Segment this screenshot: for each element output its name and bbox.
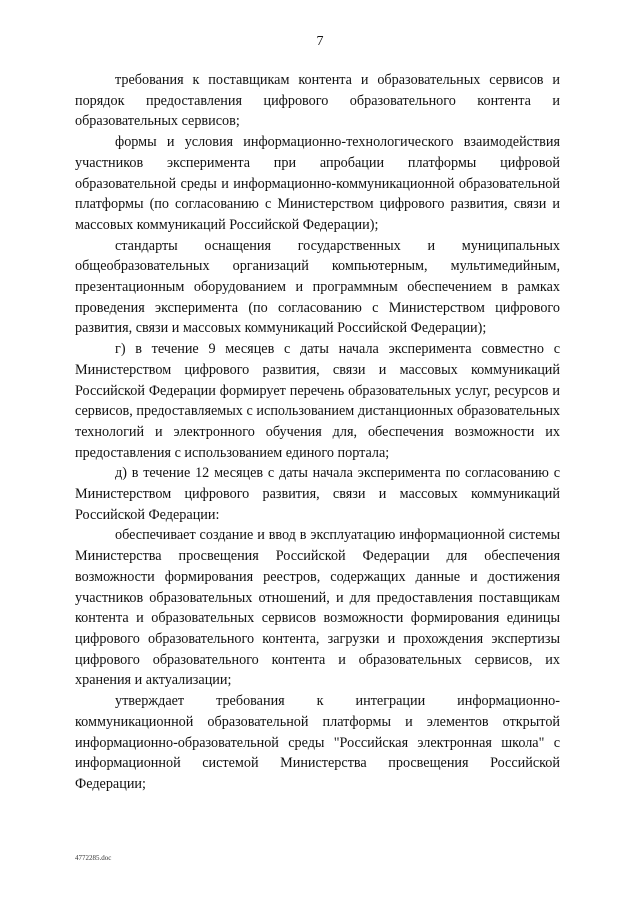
paragraph-item-g: г) в течение 9 месяцев с даты начала эксперимента совместно с Министерством цифрового развития, связи и массовых коммуникаций Российской Федерации формирует перечень образовательных услуг, ресурсов и сервисов, предоставляемых с использованием дистанционных образовательных технологий и электронного обучения для, обеспечения возможности их предоставления с использованием единого портала; (75, 341, 560, 461)
paragraph-item-d: д) в течение 12 месяцев с даты начала эксперимента по согласованию с Министерством цифрового развития, связи и массовых коммуникаций Российской Федерации: (75, 465, 560, 523)
paragraph-integration-requirements: утверждает требования к интеграции информационно-коммуникационной образовательной платформы и элементов открытой информационно-образовательной среды "Российская электронная школа" с информационной системой Министерства просвещения Российской Федерации; (75, 693, 560, 792)
paragraph-content-requirements: требования к поставщикам контента и образовательных сервисов и порядок предоставления цифрового образовательного контента и образовательных сервисов; (75, 72, 560, 130)
document-body (75, 70, 560, 795)
paragraph-interaction-forms: формы и условия информационно-технологического взаимодействия участников эксперимента при апробации платформы цифровой образовательной среды и информационно-коммуникационной образовательной платформы (по согласованию с Министерством цифрового развития, связи и массовых коммуникаций Российской Федерации); (75, 134, 560, 233)
paragraph-information-system: обеспечивает создание и ввод в эксплуатацию информационной системы Министерства просвещения Российской Федерации для обеспечения возможности формирования реестров, содержащих данные и достижения участников образовательных отношений, и для предоставления поставщикам контента и образовательных сервисов возможности формирования единицы цифрового образовательного контента, загрузки и прохождения экспертизы цифрового образовательного контента и образовательных сервисов, их хранения и актуализации; (75, 527, 560, 689)
page-number: 7 (316, 34, 324, 49)
footer-file-name: 4772285.doc (75, 854, 112, 862)
paragraph-equipment-standards: стандарты оснащения государственных и муниципальных общеобразовательных организаций компьютерным, мультимедийным, презентационным оборудованием и программным обеспечением в рамках проведения эксперимента (по согласованию с Министерством цифрового развития, связи и массовых коммуникаций Российской Федерации); (75, 237, 560, 337)
